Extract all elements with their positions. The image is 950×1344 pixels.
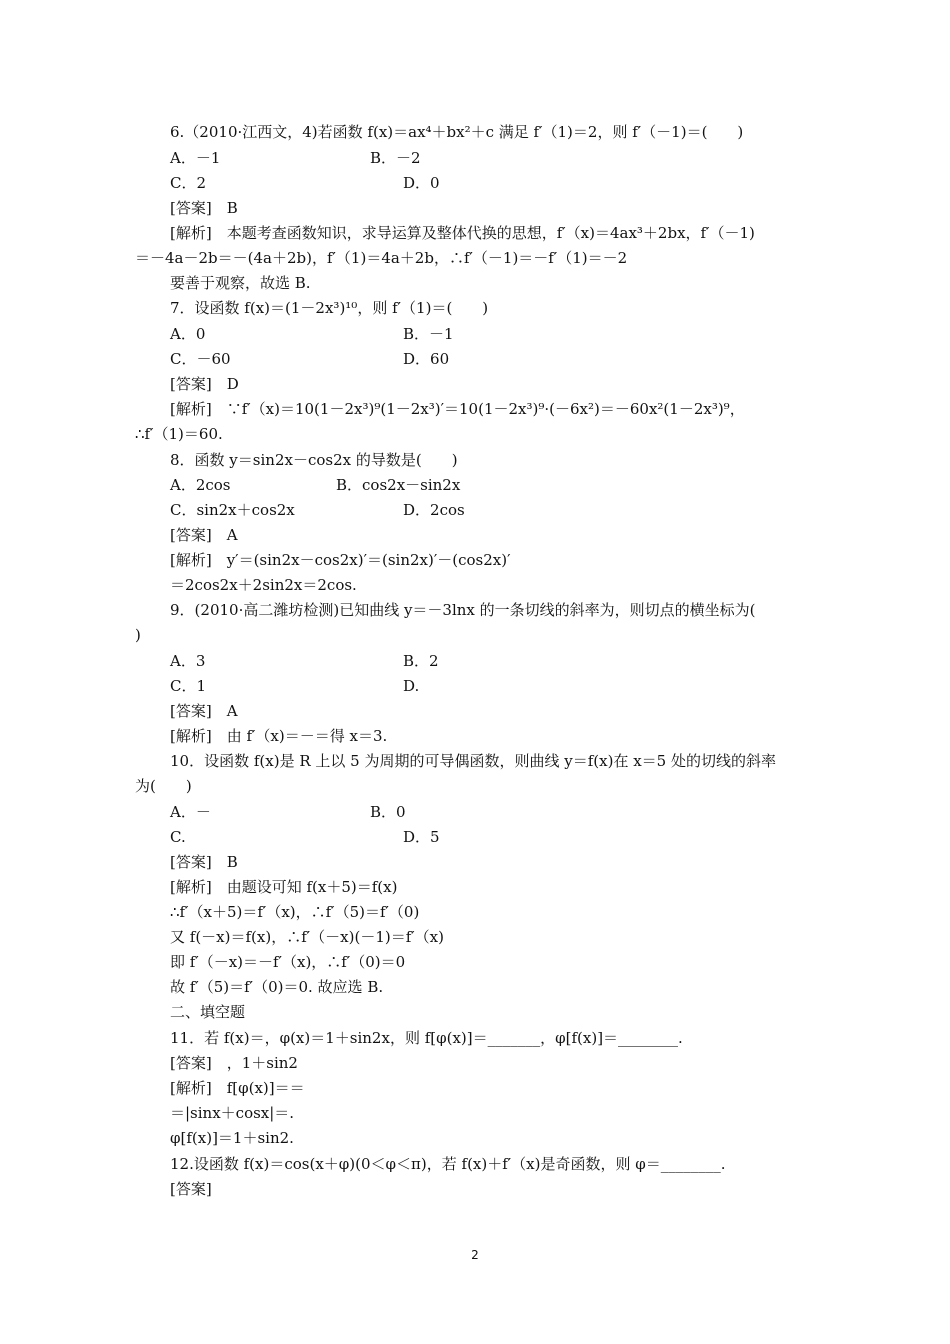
q7-stem: 7．设函数 f(x)＝(1－2x³)¹⁰，则 f′（1)＝( ) bbox=[170, 299, 489, 317]
q6-option-c: C．2 bbox=[170, 174, 207, 192]
q10-explanation-4: 即 f′（－x)＝－f′（x)，∴f′（0)＝0 bbox=[170, 953, 406, 971]
q11-answer: [答案] ，1＋sin2 bbox=[170, 1054, 298, 1072]
page-number: 2 bbox=[471, 1248, 479, 1262]
q6-stem: 6.（2010·江西文，4)若函数 f(x)＝ax⁴＋bx²＋c 满足 f′（1)＝2，则 f′（－1)＝( ) bbox=[170, 123, 744, 141]
q6-explanation-3: 要善于观察，故选 B. bbox=[170, 274, 311, 292]
q10-stem-1: 10．设函数 f(x)是 R 上以 5 为周期的可导偶函数，则曲线 y＝f(x)在 x＝5 处的切线的斜率 bbox=[170, 752, 776, 770]
q6-option-d: D．0 bbox=[403, 174, 440, 192]
q10-explanation-5: 故 f′（5)＝f′（0)＝0. 故应选 B. bbox=[170, 978, 384, 996]
q10-explanation-3: 又 f(－x)＝f(x)，∴f′（－x)(－1)＝f′（x) bbox=[170, 928, 444, 946]
q9-answer: [答案] A bbox=[170, 702, 238, 720]
q7-answer: [答案] D bbox=[170, 375, 239, 393]
q6-answer: [答案] B bbox=[170, 199, 238, 217]
q9-option-a: A．3 bbox=[170, 652, 206, 670]
q11-stem: 11．若 f(x)＝，φ(x)＝1＋sin2x，则 f[φ(x)]＝_______，φ[f(x)]＝________. bbox=[170, 1029, 683, 1047]
q7-option-c: C．－60 bbox=[170, 350, 231, 368]
q7-option-b: B．－1 bbox=[403, 325, 454, 343]
q8-answer: [答案] A bbox=[170, 526, 238, 544]
q12-answer: [答案] bbox=[170, 1180, 212, 1198]
q8-option-a: A．2cos bbox=[170, 476, 231, 494]
section-heading: 二、填空题 bbox=[170, 1003, 246, 1021]
q9-option-b: B．2 bbox=[403, 652, 439, 670]
q8-stem: 8．函数 y＝sin2x－cos2x 的导数是( ) bbox=[170, 451, 458, 469]
q6-option-a: A．－1 bbox=[170, 149, 221, 167]
q9-option-d: D. bbox=[403, 677, 420, 695]
q8-explanation-1: [解析] y′＝(sin2x－cos2x)′＝(sin2x)′－(cos2x)′ bbox=[170, 551, 511, 569]
q10-option-a: A．－ bbox=[170, 803, 211, 821]
q9-stem-1: 9．(2010·高二潍坊检测)已知曲线 y＝－3lnx 的一条切线的斜率为，则切点的横坐标为( bbox=[170, 601, 756, 619]
q6-option-b: B．－2 bbox=[370, 149, 421, 167]
q10-option-c: C. bbox=[170, 828, 186, 846]
q10-stem-2: 为( ) bbox=[135, 777, 192, 795]
q7-explanation-1: [解析] ∵f′（x)＝10(1－2x³)⁹(1－2x³)′＝10(1－2x³)⁹·(－6x²)＝－60x²(1－2x³)⁹， bbox=[170, 400, 745, 418]
q8-explanation-2: ＝2cos2x＋2sin2x＝2cos. bbox=[170, 576, 357, 594]
q8-option-b: B．cos2x－sin2x bbox=[336, 476, 461, 494]
q7-option-d: D．60 bbox=[403, 350, 450, 368]
q12-stem: 12.设函数 f(x)＝cos(x＋φ)(0＜φ＜π)，若 f(x)＋f′（x)是奇函数，则 φ＝________. bbox=[170, 1155, 726, 1173]
q6-explanation-1: [解析] 本题考查函数知识，求导运算及整体代换的思想，f′（x)＝4ax³＋2bx，f′（－1) bbox=[170, 224, 755, 242]
q10-option-d: D．5 bbox=[403, 828, 440, 846]
q11-explanation-2: ＝|sinx＋cosx|＝. bbox=[170, 1104, 295, 1122]
q10-explanation-1: [解析] 由题设可知 f(x＋5)＝f(x) bbox=[170, 878, 398, 896]
q9-stem-2: ) bbox=[135, 626, 141, 644]
q10-option-b: B．0 bbox=[370, 803, 406, 821]
q9-explanation-1: [解析] 由 f′（x)＝－＝得 x＝3. bbox=[170, 727, 388, 745]
q11-explanation-1: [解析] f[φ(x)]＝＝ bbox=[170, 1079, 305, 1097]
q10-answer: [答案] B bbox=[170, 853, 238, 871]
q11-explanation-3: φ[f(x)]＝1＋sin2. bbox=[170, 1129, 294, 1147]
q10-explanation-2: ∴f′（x＋5)＝f′（x)，∴f′（5)＝f′（0) bbox=[170, 903, 420, 921]
q7-explanation-2: ∴f′（1)＝60. bbox=[135, 425, 223, 443]
q8-option-c: C．sin2x＋cos2x bbox=[170, 501, 295, 519]
q9-option-c: C．1 bbox=[170, 677, 207, 695]
q8-option-d: D．2cos bbox=[403, 501, 465, 519]
q6-explanation-2: ＝－4a－2b＝－(4a＋2b)，f′（1)＝4a＋2b，∴f′（－1)＝－f′（1)＝－2 bbox=[135, 249, 628, 267]
q7-option-a: A．0 bbox=[170, 325, 206, 343]
